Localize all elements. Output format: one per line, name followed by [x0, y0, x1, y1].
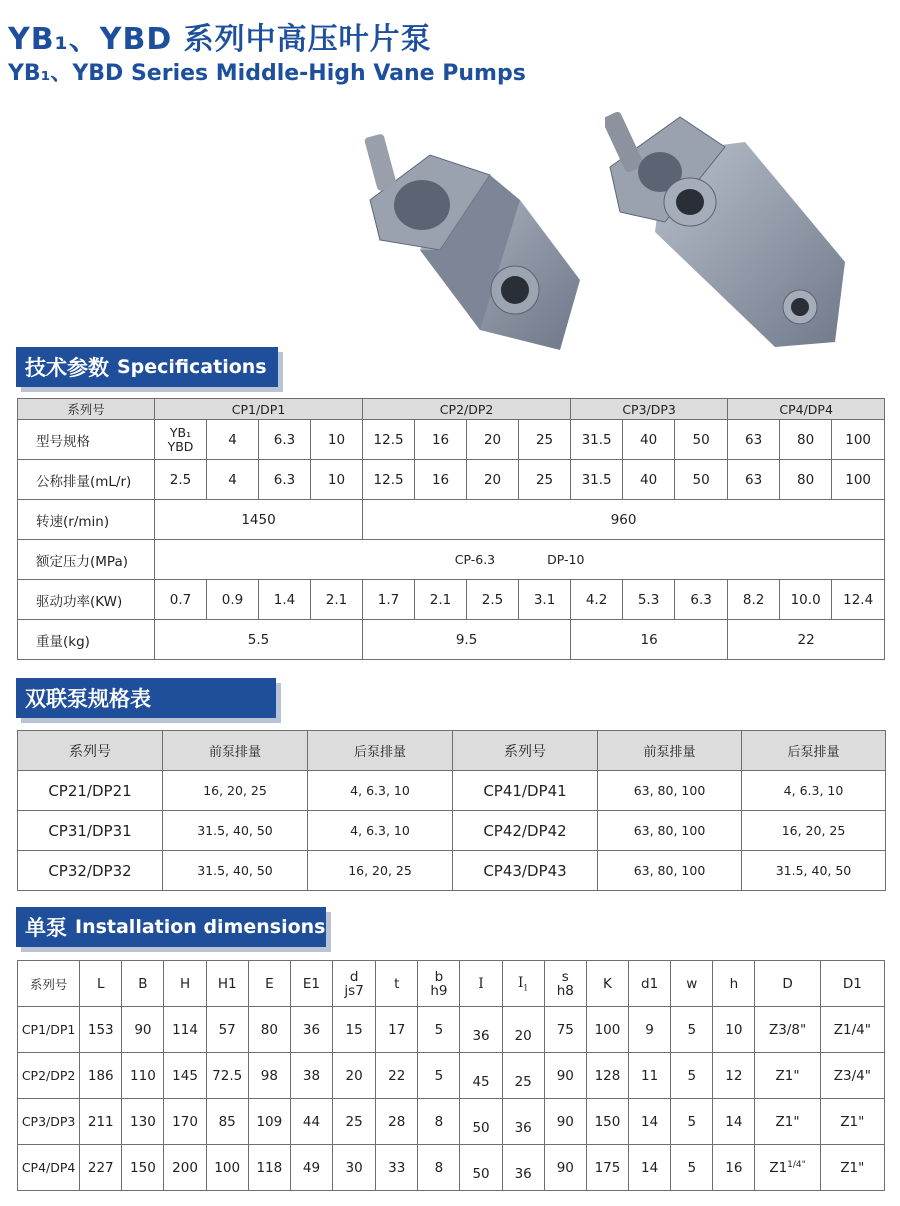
table-row	[18, 1053, 885, 1099]
table-cell: 150	[586, 1099, 628, 1145]
row-label: 驱动功率(KW)	[18, 580, 155, 620]
table-cell: 16, 20, 25	[308, 851, 453, 891]
table-cell: Z1"	[820, 1099, 884, 1145]
table-cell: CP43/DP43	[453, 851, 598, 891]
table-cell: 25	[333, 1099, 376, 1145]
table-cell: 110	[122, 1053, 164, 1099]
table-cell	[502, 1145, 544, 1191]
table-cell: 12.5	[363, 420, 415, 460]
table-cell: 2.5	[155, 460, 207, 500]
table-cell: 100	[832, 420, 885, 460]
spec-row-weight	[18, 620, 885, 660]
header-group: CP2/DP2	[363, 399, 571, 420]
table-row	[18, 811, 886, 851]
table-cell: 16, 20, 25	[163, 771, 308, 811]
cell-value-fraction: 1/4"	[787, 1159, 806, 1170]
table-cell: 153	[80, 1007, 122, 1053]
cell-value: 45	[472, 1073, 490, 1090]
table-cell: 63, 80, 100	[598, 771, 742, 811]
table-cell	[460, 1053, 502, 1099]
table-cell: 10	[713, 1007, 755, 1053]
header-h9: h9	[430, 982, 448, 999]
header-series: 系列号	[18, 399, 155, 420]
table-cell: 12.4	[832, 580, 885, 620]
header-b: b	[434, 968, 444, 985]
table-cell: 36	[290, 1007, 332, 1053]
spec-row-power	[18, 580, 885, 620]
table-cell: 14	[629, 1145, 671, 1191]
specifications-table	[17, 398, 885, 660]
header-js7: js7	[344, 982, 364, 999]
dim-header-row	[18, 961, 885, 1007]
table-cell: 4, 6.3, 10	[308, 811, 453, 851]
table-row	[18, 1145, 885, 1191]
header-s: s	[561, 968, 569, 985]
table-cell: 25	[519, 420, 571, 460]
cell-value: 20	[514, 1027, 532, 1044]
table-cell: 10.0	[780, 580, 832, 620]
table-cell: 57	[206, 1007, 248, 1053]
row-label: 重量(kg)	[18, 620, 155, 660]
table-cell: Z3/4"	[820, 1053, 884, 1099]
section-header-installation	[16, 907, 326, 947]
cell-value: 36	[472, 1027, 490, 1044]
table-cell: 16	[571, 620, 728, 660]
pressure-dp: DP-10	[547, 552, 585, 567]
table-cell: 0.7	[155, 580, 207, 620]
table-cell: Z3/8"	[755, 1007, 820, 1053]
table-cell: CP21/DP21	[18, 771, 163, 811]
table-cell: 72.5	[206, 1053, 248, 1099]
header-cell: E	[248, 961, 290, 1007]
table-cell: 186	[80, 1053, 122, 1099]
table-cell: 6.3	[259, 460, 311, 500]
table-row	[18, 851, 886, 891]
row-label: 转速(r/min)	[18, 500, 155, 540]
table-cell: 20	[333, 1053, 376, 1099]
pressure-cell	[155, 540, 885, 580]
table-cell	[460, 1145, 502, 1191]
table-cell-d	[755, 1145, 820, 1191]
table-cell: 31.5, 40, 50	[163, 851, 308, 891]
section-title-en: Installation dimensions	[75, 916, 326, 938]
table-cell	[460, 1007, 502, 1053]
header-cell: D1	[820, 961, 884, 1007]
table-cell: 9.5	[363, 620, 571, 660]
cell-value: 50	[472, 1119, 490, 1136]
pump-image-left	[360, 130, 590, 355]
section-title-en: Specifications	[117, 356, 267, 378]
table-cell: Z1"	[755, 1053, 820, 1099]
table-cell: 9	[629, 1007, 671, 1053]
header-cell: 系列号	[18, 961, 80, 1007]
table-cell: 90	[544, 1053, 586, 1099]
table-cell: 16, 20, 25	[742, 811, 886, 851]
header-cell: B	[122, 961, 164, 1007]
header-cell: 前泵排量	[598, 731, 742, 771]
table-cell: 8	[418, 1145, 460, 1191]
table-cell: 109	[248, 1099, 290, 1145]
table-cell: 33	[376, 1145, 418, 1191]
table-cell: 100	[832, 460, 885, 500]
table-cell: 6.3	[259, 420, 311, 460]
header-l: I	[517, 974, 524, 991]
table-cell: 175	[586, 1145, 628, 1191]
table-cell: 17	[376, 1007, 418, 1053]
table-cell: 11	[629, 1053, 671, 1099]
table-cell: 200	[164, 1145, 206, 1191]
section-title-cn: 技术参数	[25, 356, 109, 380]
page-title-cn: YB₁、YBD 系列中高压叶片泵	[8, 22, 432, 57]
table-row	[18, 1007, 885, 1053]
cell-value: 36	[514, 1119, 532, 1136]
header-cell-s	[544, 961, 586, 1007]
table-cell: Z1/4"	[820, 1007, 884, 1053]
table-cell: 10	[311, 420, 363, 460]
table-cell: CP4/DP4	[18, 1145, 80, 1191]
header-cell: H	[164, 961, 206, 1007]
table-cell: 2.5	[467, 580, 519, 620]
table-cell	[502, 1007, 544, 1053]
section-title-cn: 双联泵规格表	[25, 687, 151, 711]
table-cell: 38	[290, 1053, 332, 1099]
table-cell	[502, 1053, 544, 1099]
table-cell: 2.1	[311, 580, 363, 620]
table-cell	[460, 1099, 502, 1145]
table-cell: 20	[467, 420, 519, 460]
header-cell: 系列号	[18, 731, 163, 771]
dual-pump-table	[17, 730, 886, 891]
table-cell: 44	[290, 1099, 332, 1145]
header-cell: I	[460, 961, 502, 1007]
table-row	[18, 771, 886, 811]
table-cell: 128	[586, 1053, 628, 1099]
table-cell: 31.5	[571, 460, 623, 500]
row-label: 公称排量(mL/r)	[18, 460, 155, 500]
row-label: 型号规格	[18, 420, 155, 460]
cell-value: Z1	[769, 1159, 788, 1176]
header-cell: 后泵排量	[742, 731, 886, 771]
section-header-specifications	[16, 347, 278, 387]
table-cell: 150	[122, 1145, 164, 1191]
header-cell: 后泵排量	[308, 731, 453, 771]
table-cell: CP31/DP31	[18, 811, 163, 851]
table-cell: 15	[333, 1007, 376, 1053]
header-cell: L	[80, 961, 122, 1007]
header-cell: h	[713, 961, 755, 1007]
table-cell: CP2/DP2	[18, 1053, 80, 1099]
header-cell-d	[333, 961, 376, 1007]
spec-row-model	[18, 420, 885, 460]
header-group: CP1/DP1	[155, 399, 363, 420]
table-cell: 20	[467, 460, 519, 500]
header-group: CP4/DP4	[728, 399, 885, 420]
table-cell: 63	[728, 420, 780, 460]
table-cell: 80	[780, 460, 832, 500]
model-cell-first	[155, 420, 207, 460]
table-cell: 0.9	[207, 580, 259, 620]
spec-row-displacement	[18, 460, 885, 500]
duo-header-row	[18, 731, 886, 771]
table-cell: 100	[206, 1145, 248, 1191]
page-title-en: YB₁、YBD Series Middle-High Vane Pumps	[8, 61, 526, 86]
table-cell: 1.4	[259, 580, 311, 620]
table-cell: 12	[713, 1053, 755, 1099]
table-cell: 170	[164, 1099, 206, 1145]
table-cell: 130	[122, 1099, 164, 1145]
table-cell: 5	[671, 1007, 713, 1053]
pressure-cp: CP-6.3	[454, 552, 496, 567]
model-ybd: YBD	[167, 438, 194, 454]
table-cell: 12.5	[363, 460, 415, 500]
table-row	[18, 1099, 885, 1145]
table-cell: 50	[675, 460, 728, 500]
table-cell: 16	[415, 460, 467, 500]
header-cell: E1	[290, 961, 332, 1007]
table-cell: 14	[629, 1099, 671, 1145]
table-cell: 80	[248, 1007, 290, 1053]
header-cell: w	[671, 961, 713, 1007]
table-cell: CP32/DP32	[18, 851, 163, 891]
table-cell: 40	[623, 420, 675, 460]
table-cell: CP1/DP1	[18, 1007, 80, 1053]
table-cell: 4	[207, 420, 259, 460]
table-cell: 14	[713, 1099, 755, 1145]
table-cell: 5	[671, 1053, 713, 1099]
table-cell: 4, 6.3, 10	[742, 771, 886, 811]
table-cell: 50	[675, 420, 728, 460]
header-group: CP3/DP3	[571, 399, 728, 420]
section-title-cn: 单泵	[25, 916, 67, 940]
table-cell: 25	[519, 460, 571, 500]
table-cell: 5	[671, 1145, 713, 1191]
table-cell: 75	[544, 1007, 586, 1053]
table-cell: 145	[164, 1053, 206, 1099]
table-cell: 114	[164, 1007, 206, 1053]
table-cell: 63	[728, 460, 780, 500]
table-cell: 63, 80, 100	[598, 851, 742, 891]
table-cell: 211	[80, 1099, 122, 1145]
row-label: 额定压力(MPa)	[18, 540, 155, 580]
table-cell: 8	[418, 1099, 460, 1145]
header-cell: t	[376, 961, 418, 1007]
table-cell: 63, 80, 100	[598, 811, 742, 851]
table-cell: 5.3	[623, 580, 675, 620]
model-yb1: YB₁	[169, 424, 192, 440]
table-cell: Z1"	[820, 1145, 884, 1191]
table-cell: 31.5, 40, 50	[163, 811, 308, 851]
table-cell: 85	[206, 1099, 248, 1145]
table-cell: 40	[623, 460, 675, 500]
header-cell: D	[755, 961, 820, 1007]
pump-image-right	[605, 112, 855, 352]
table-cell: 16	[415, 420, 467, 460]
header-cell-l1	[502, 961, 544, 1007]
table-cell: 6.3	[675, 580, 728, 620]
header-l-sub: 1	[523, 983, 529, 993]
table-cell: 960	[363, 500, 885, 540]
table-cell: 1450	[155, 500, 363, 540]
table-cell: 49	[290, 1145, 332, 1191]
table-cell: 100	[586, 1007, 628, 1053]
table-cell: Z1"	[755, 1099, 820, 1145]
header-cell: H1	[206, 961, 248, 1007]
header-cell-b	[418, 961, 460, 1007]
spec-row-speed	[18, 500, 885, 540]
table-cell: 90	[122, 1007, 164, 1053]
table-cell: 5	[418, 1053, 460, 1099]
cell-value: 36	[514, 1165, 532, 1182]
table-cell: 90	[544, 1145, 586, 1191]
table-cell: 31.5	[571, 420, 623, 460]
table-cell: 31.5, 40, 50	[742, 851, 886, 891]
header-d: d	[349, 968, 359, 985]
spec-row-pressure	[18, 540, 885, 580]
table-cell: 3.1	[519, 580, 571, 620]
table-cell: CP3/DP3	[18, 1099, 80, 1145]
spec-header-row	[18, 399, 885, 420]
table-cell: 10	[311, 460, 363, 500]
table-cell: 80	[780, 420, 832, 460]
table-cell	[502, 1099, 544, 1145]
table-cell: 2.1	[415, 580, 467, 620]
table-cell: 98	[248, 1053, 290, 1099]
table-cell: 8.2	[728, 580, 780, 620]
cell-value: 50	[472, 1165, 490, 1182]
table-cell: 22	[728, 620, 885, 660]
table-cell: 4	[207, 460, 259, 500]
table-cell: 4.2	[571, 580, 623, 620]
header-h8: h8	[556, 982, 574, 999]
table-cell: 22	[376, 1053, 418, 1099]
table-cell: 28	[376, 1099, 418, 1145]
section-header-dual-pump	[16, 678, 276, 718]
installation-dimensions-table	[17, 960, 885, 1191]
table-cell: CP41/DP41	[453, 771, 598, 811]
table-cell: 30	[333, 1145, 376, 1191]
table-cell: 5	[418, 1007, 460, 1053]
table-cell: 1.7	[363, 580, 415, 620]
table-cell: 5	[671, 1099, 713, 1145]
header-cell: 系列号	[453, 731, 598, 771]
table-cell: 227	[80, 1145, 122, 1191]
table-cell: 118	[248, 1145, 290, 1191]
header-cell: K	[586, 961, 628, 1007]
table-cell: 4, 6.3, 10	[308, 771, 453, 811]
header-cell: d1	[629, 961, 671, 1007]
header-cell: 前泵排量	[163, 731, 308, 771]
table-cell: 16	[713, 1145, 755, 1191]
table-cell: 90	[544, 1099, 586, 1145]
table-cell: CP42/DP42	[453, 811, 598, 851]
cell-value: 25	[514, 1073, 532, 1090]
table-cell: 5.5	[155, 620, 363, 660]
